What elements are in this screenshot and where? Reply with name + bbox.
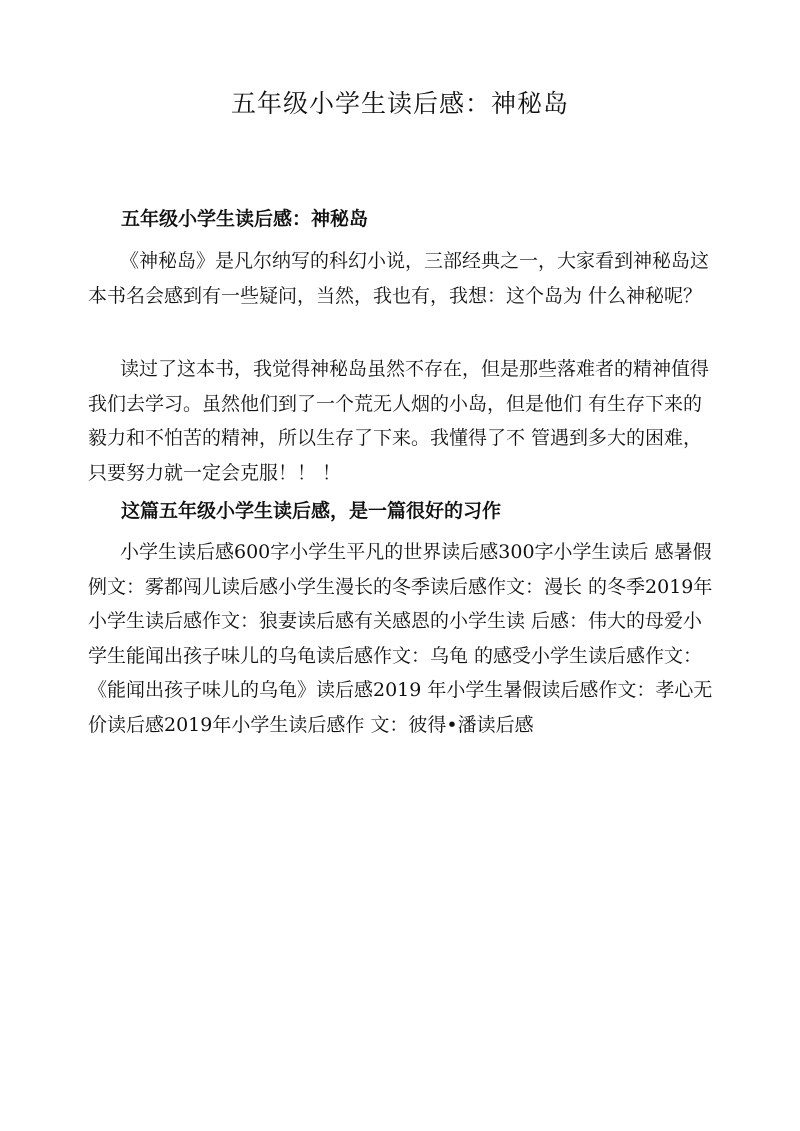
section-heading-1: 五年级小学生读后感：神秘岛 [121, 208, 369, 230]
section-heading-2: 这篇五年级小学生读后感，是一篇很好的习作 [121, 500, 502, 522]
paragraph-3: 小学生读后感600字小学生平凡的世界读后感300字小学生读后 感暑假例文：雾都闯儿读后感小学生漫长的冬季读后感作文：漫长 的冬季2019年小学生读后感作文：狼妻读后感有关感恩的小学生读 后感：伟大的母爱小学生能闻出孩子味儿的乌龟读后感作文：乌龟 的感受小学生读后感作文：《能闻出孩子味儿的乌龟》读后感2019 年小学生暑假读后感作文：孝心无价读后感2019年小学生读后感作 文：彼得•潘读后感 [88, 541, 713, 736]
page-title: 五年级小学生读后感：神秘岛 [230, 89, 569, 118]
paragraph-1: 《神秘岛》是凡尔纳写的科幻小说，三部经典之一，大家看到神秘岛这本书名会感到有一些疑问，当然，我也有，我想：这个岛为 什么神秘呢？ [88, 250, 710, 307]
paragraph-2: 读过了这本书，我觉得神秘岛虽然不存在，但是那些落难者的精神值得我们去学习。虽然他们到了一个荒无人烟的小岛，但是他们 有生存下来的毅力和不怕苦的精神，所以生存了下来。我懂得了不 管遇到多大的困难，只要努力就一定会克服！！ ！ [88, 358, 710, 484]
